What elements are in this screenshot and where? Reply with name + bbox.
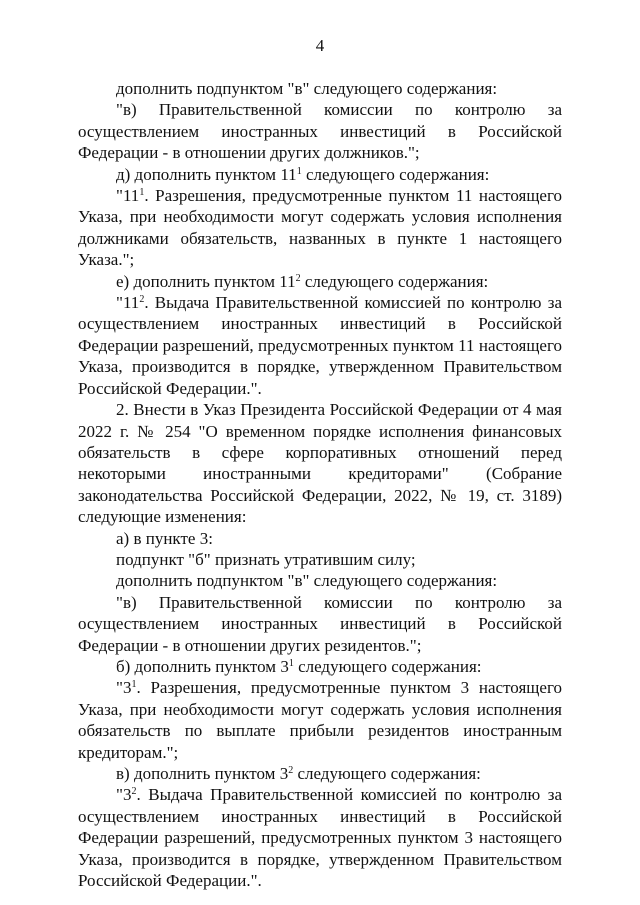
paragraph-text: "в) Правительственной комиссии по контролю за осуществлением иностранных инвестиций в Российской Федерации - в отношении других резидентов.";	[78, 592, 562, 655]
paragraph-subpoint-v-debtors	[78, 99, 562, 163]
paragraph-text: следующего содержания:	[293, 656, 482, 676]
paragraph-text: д) дополнить пунктом 11	[116, 164, 297, 184]
superscript: 2	[139, 294, 145, 306]
page-number: 4	[315, 36, 325, 55]
paragraph-item-v	[78, 763, 562, 784]
superscript: 1	[296, 165, 302, 177]
paragraph-text: дополнить подпунктом "в" следующего содержания:	[116, 79, 498, 98]
paragraph-text: в) дополнить пунктом 3	[116, 764, 289, 783]
paragraph-text: . Выдача Правительственной комиссией по контролю за осуществлением иностранных инвестиций в Российской Федерации разрешений, предусмотренных пунктом 11 настоящего Указа, производится в порядке, утвержденном Правительством Российской Федерации.".	[78, 293, 562, 398]
paragraph-text: . Выдача Правительственной комиссией по контролю за осуществлением иностранных инвестиций в Российской Федерации разрешений, предусмотренных пунктом 3 настоящего Указа, производится в порядке, утвержденном Правительством Российской Федерации.".	[78, 785, 562, 891]
paragraph-text: дополнить подпунктом "в" следующего содержания:	[116, 571, 498, 591]
paragraph-text: б) дополнить пунктом 3	[116, 656, 289, 676]
paragraph-item-b	[78, 656, 562, 677]
paragraph-section-2	[78, 399, 562, 527]
superscript: 2	[131, 786, 137, 798]
paragraph-subpoint-b-void	[78, 549, 562, 570]
paragraph-text: следующего содержания:	[293, 764, 481, 783]
superscript: 2	[295, 272, 301, 284]
paragraph-subpoint-v-residents	[78, 592, 562, 656]
paragraph-text: подпункт "б" признать утратившим силу;	[116, 549, 416, 569]
paragraph-text: "3	[116, 678, 132, 698]
paragraph-text: "3	[116, 785, 132, 805]
paragraph-item-d	[78, 164, 562, 185]
paragraph-item-e	[78, 271, 562, 292]
paragraph-text: следующего содержания:	[301, 164, 490, 184]
paragraph-add-subpoint-v	[78, 78, 562, 99]
paragraph-text: . Разрешения, предусмотренные пунктом 11 настоящего Указа, при необходимости могут содержать условия исполнения должниками обязательств, названных в пункте 1 настоящего Указа.";	[78, 186, 562, 270]
superscript: 1	[288, 657, 294, 669]
paragraph-text: . Разрешения, предусмотренные пунктом 3 настоящего Указа, при необходимости могут содержать условия исполнения обязательств по выплате прибыли резидентов иностранным кредиторам.";	[78, 678, 562, 762]
paragraph-add-subpoint-v-2	[78, 570, 562, 591]
paragraph-text: "в) Правительственной комиссии по контролю за осуществлением иностранных инвестиций в Российской Федерации - в отношении других должников.";	[78, 100, 562, 163]
superscript: 1	[131, 679, 137, 691]
paragraph-text: "11	[116, 293, 140, 313]
paragraph-point-11-1	[78, 185, 562, 271]
paragraph-text: е) дополнить пунктом 11	[116, 271, 296, 291]
document-body	[78, 78, 562, 891]
paragraph-point-11-2	[78, 292, 562, 399]
paragraph-text: 2. Внести в Указ Президента Российской Федерации от 4 мая 2022 г. № 254 "О временном порядке исполнения финансовых обязательств в сфере корпоративных отношений перед некоторыми иностранными кредиторами" (Собрание законодательства Российской Федерации, 2022, № 19, ст. 3189) следующие изменения:	[78, 400, 562, 527]
paragraph-text: "11	[116, 186, 140, 206]
paragraph-text: а) в пункте 3:	[116, 528, 213, 548]
paragraph-item-a	[78, 528, 562, 549]
paragraph-point-3-2	[78, 784, 562, 891]
paragraph-text: следующего содержания:	[300, 271, 489, 291]
superscript: 2	[288, 765, 294, 776]
superscript: 1	[139, 187, 145, 199]
paragraph-point-3-1	[78, 677, 562, 763]
